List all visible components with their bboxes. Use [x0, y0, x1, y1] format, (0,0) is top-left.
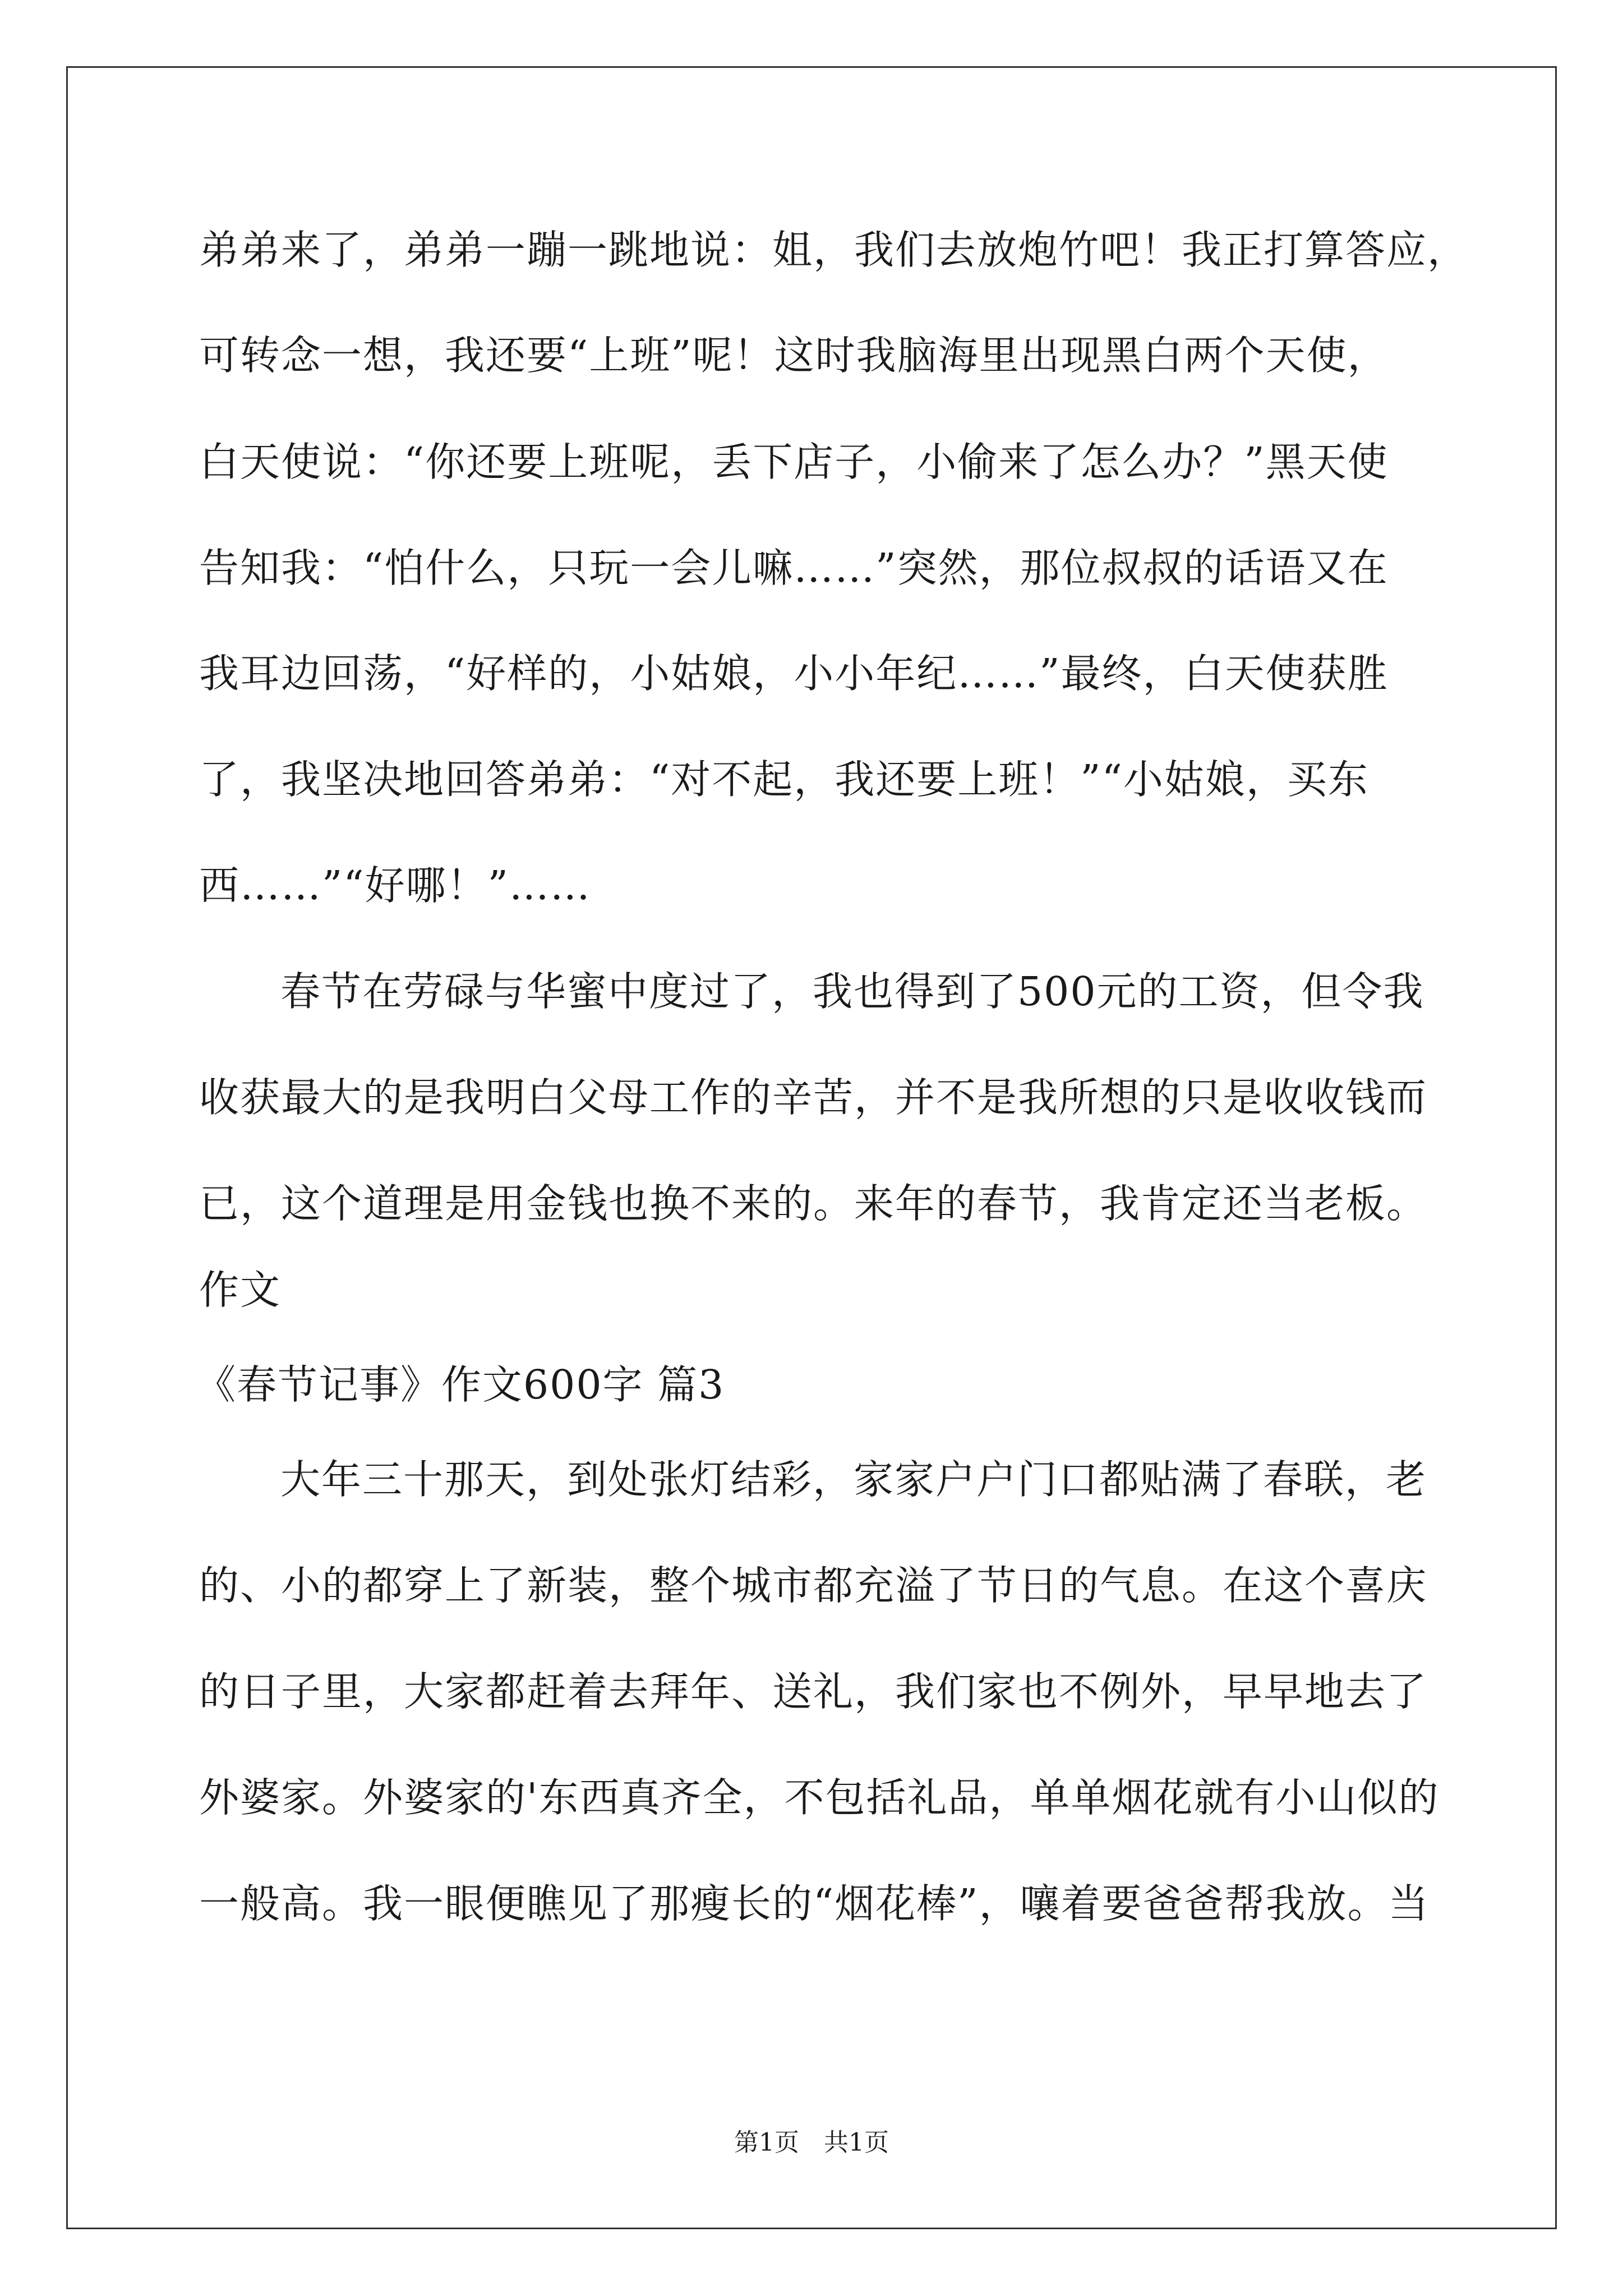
page-number: 第1页 — [734, 2128, 799, 2157]
text-line: 收获最大的是我明白父母工作的辛苦，并不是我所想的只是收收钱而 — [199, 1074, 1428, 1121]
paragraph-first-line: 大年三十那天，到处张灯结彩，家家户户门口都贴满了春联，老 — [280, 1456, 1427, 1503]
text-line: 作文 — [199, 1267, 282, 1313]
text-line: 西……”“好哪！”…… — [199, 862, 591, 909]
total-pages: 共1页 — [824, 2128, 889, 2157]
text-line: 外婆家。外婆家的'东西真齐全，不包括礼品，单单烟花就有小山似的 — [199, 1774, 1440, 1821]
text-line: 告知我：“怕什么，只玩一会儿嘛……”突然，那位叔叔的话语又在 — [199, 545, 1389, 591]
page-footer — [0, 2126, 1623, 2160]
text-line: 我耳边回荡，“好样的，小姑娘，小小年纪……”最终，白天使获胜 — [199, 650, 1389, 697]
text-line: 的、小的都穿上了新装，整个城市都充溢了节日的气息。在这个喜庆 — [199, 1562, 1428, 1609]
text-line: 一般高。我一眼便瞧见了那瘦长的“烟花棒”，嚷着要爸爸帮我放。当 — [199, 1880, 1430, 1927]
text-line: 白天使说：“你还要上班呢，丢下店子，小偷来了怎么办？”黑天使 — [199, 439, 1389, 485]
text-line: 弟弟来了，弟弟一蹦一跳地说：姐，我们去放炮竹吧！我正打算答应， — [199, 227, 1469, 273]
text-line: 了，我坚决地回答弟弟：“对不起，我还要上班！”“小姑娘，买东 — [199, 756, 1369, 803]
section-heading: 《春节记事》作文600字 篇3 — [196, 1361, 725, 1408]
paragraph-first-line: 春节在劳碌与华蜜中度过了，我也得到了500元的工资，但令我 — [280, 968, 1424, 1015]
text-line: 可转念一想，我还要“上班”呢！这时我脑海里出现黑白两个天使， — [199, 332, 1389, 379]
text-line: 已，这个道理是用金钱也换不来的。来年的春节，我肯定还当老板。 — [199, 1180, 1428, 1227]
text-line: 的日子里，大家都赶着去拜年、送礼，我们家也不例外，早早地去了 — [199, 1668, 1428, 1715]
